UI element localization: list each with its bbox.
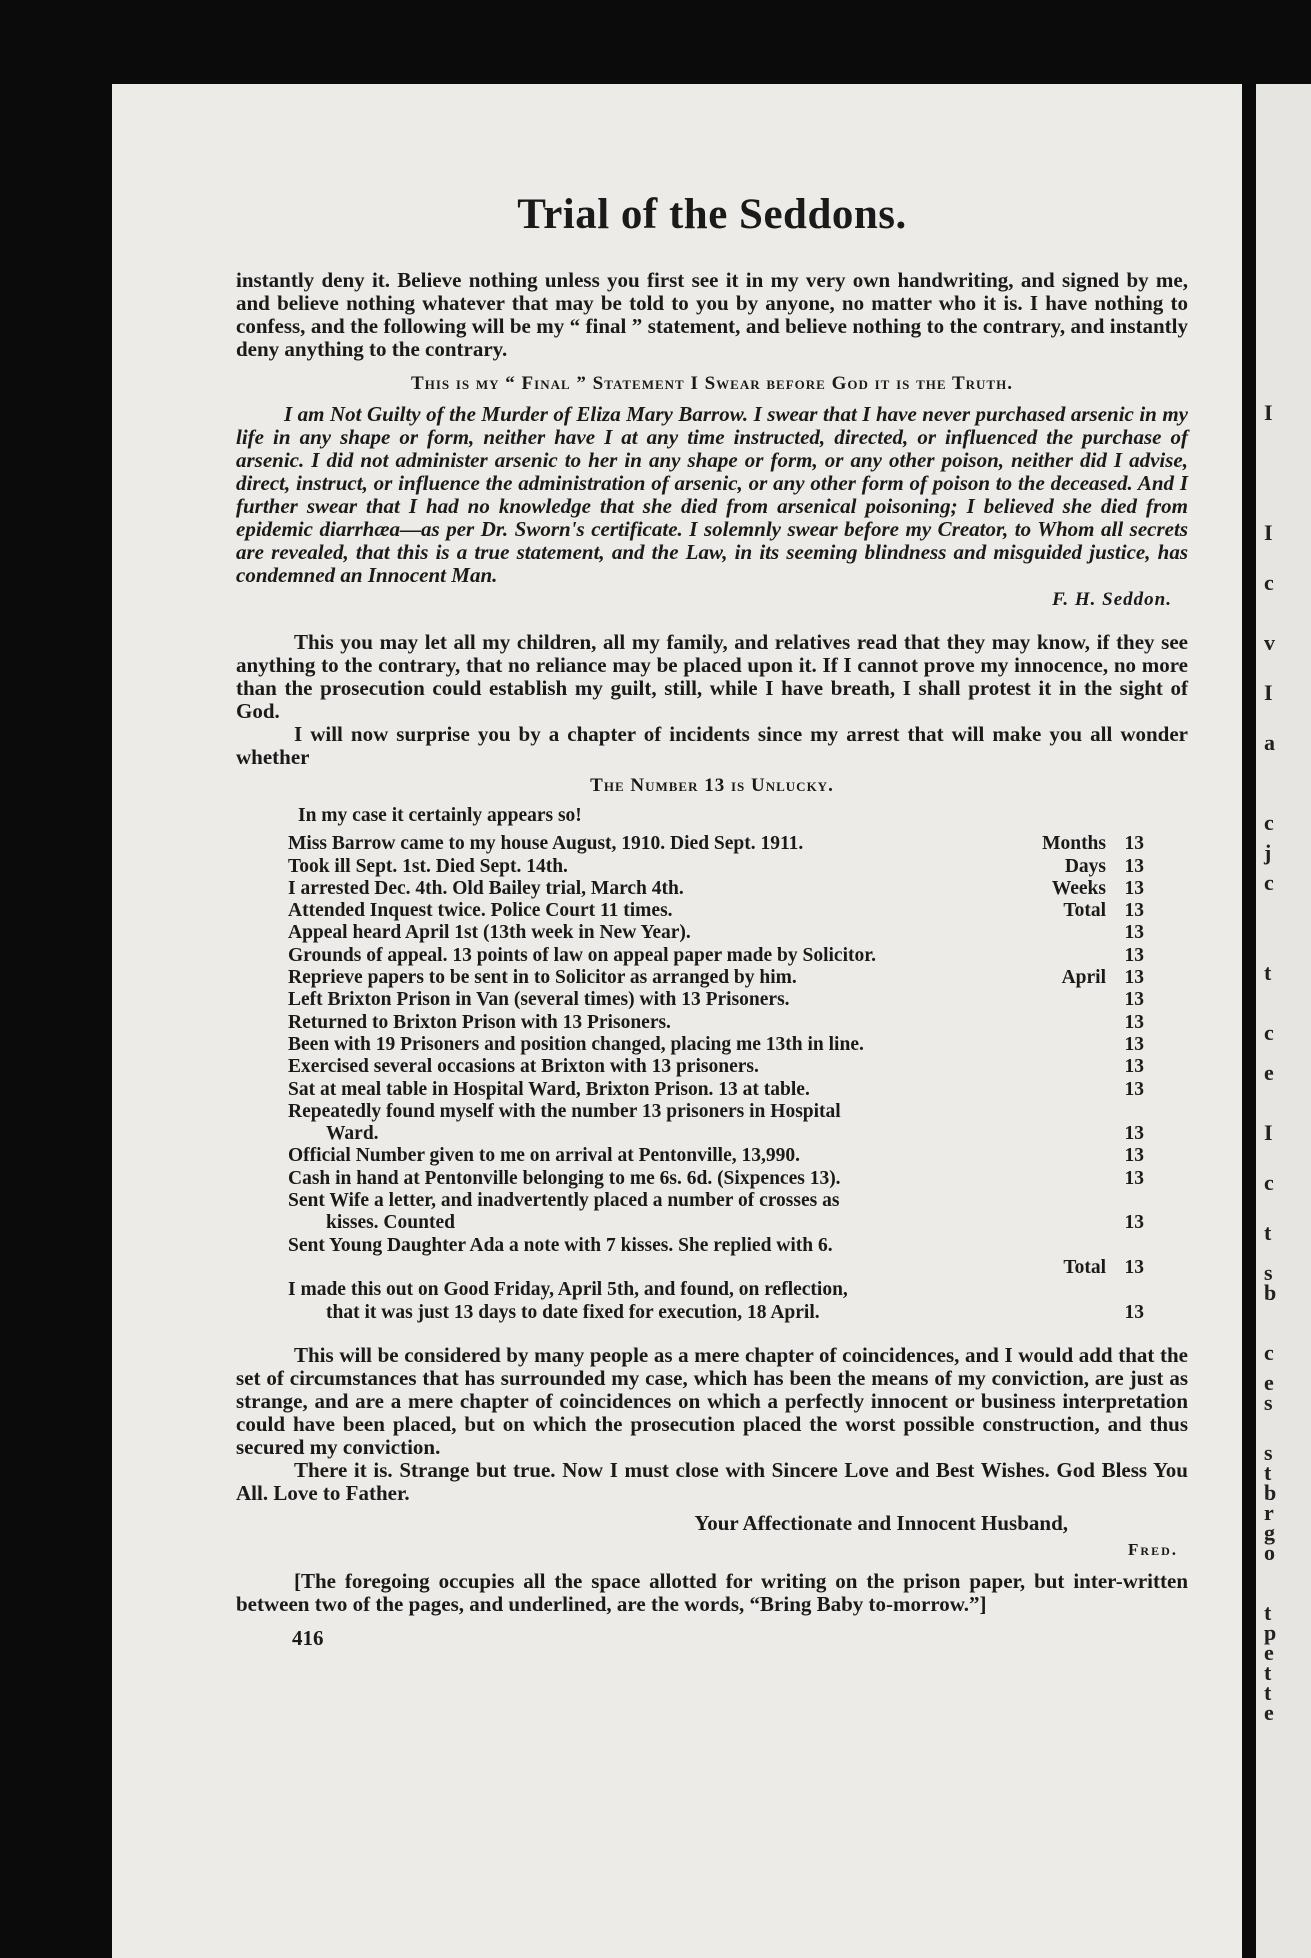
edge-letter: c [1264, 870, 1274, 895]
edge-letter: s [1264, 1390, 1273, 1415]
list-item: Exercised several occasions at Brixton with 13 prisoners. 13 [288, 1056, 1144, 1078]
list-item: kisses. Counted 13 [326, 1212, 1144, 1234]
footnote: [The foregoing occupies all the space allotted for writing on the prison paper, but inter-written between two of the pages, and underlined, are the words, “Bring Baby to-morrow.”] [236, 1568, 1188, 1616]
edge-letter: e [1264, 1640, 1274, 1665]
list-item: Reprieve papers to be sent in to Solicitor as arranged by him. April 13 [288, 967, 1144, 989]
list-item: Sent Wife a letter, and inadvertently placed a number of crosses as [288, 1190, 840, 1212]
edge-letter: s [1264, 1440, 1273, 1465]
page-number: 416 [292, 1625, 324, 1650]
closing-line: Your Affectionate and Innocent Husband, [694, 1510, 1068, 1535]
edge-letter: I [1264, 400, 1273, 425]
list-item: Returned to Brixton Prison with 13 Prisoners. 13 [288, 1011, 1144, 1033]
edge-letter: e [1264, 1370, 1274, 1395]
edge-letter: e [1264, 1700, 1274, 1725]
list-item: Appeal heard April 1st (13th week in New Year). 13 [288, 922, 1144, 944]
surprise-paragraph: I will now surprise you by a chapter of incidents since my arrest that will make you all wonder whether [236, 722, 1188, 769]
edge-letter: I [1264, 520, 1273, 545]
children-paragraph: This you may let all my children, all my family, and relatives read that they may know, if they see anything to the contrary, that no reliance may be placed upon it. If I cannot prove my innocence, no more than the prosecution could establish my guilt, still, while I have breath, I shall protest it in the sight of God. [236, 630, 1188, 723]
edge-letter: p [1264, 1620, 1277, 1645]
list-item: I arrested Dec. 4th. Old Bailey trial, March 4th. Weeks 13 [288, 877, 1144, 899]
list-item: Repeatedly found myself with the number 13 prisoners in Hospital [288, 1100, 841, 1122]
list-item: Miss Barrow came to my house August, 1910. Died Sept. 1911. Months 13 [288, 833, 1144, 855]
edge-letter: c [1264, 810, 1274, 835]
coincidence-paragraph: This will be considered by many people as a mere chapter of coincidences, and I would add that the set of circumstances that has surrounded my case, which has been the means of my conviction, are just as strange, and are a mere chapter of coincidences on which a perfectly innocent or business interpretation could have been placed, but on which the prosecution placed the worst possible construction, and thus secured my conviction. [236, 1342, 1188, 1459]
number-heading: The Number 13 is Unlucky. [590, 775, 834, 796]
strange-paragraph: There it is. Strange but true. Now I must close with Sincere Love and Best Wishes. God Bless You All. Love to Father. [236, 1457, 1188, 1505]
adjacent-page-edge [1256, 84, 1311, 1958]
edge-letter: c [1264, 570, 1274, 595]
edge-letter: g [1264, 1520, 1275, 1545]
final-statement-heading: This is my “ Final ” Statement I Swear before God it is the Truth. [411, 373, 1013, 394]
signature: F. H. Seddon. [1052, 589, 1172, 610]
closing-name: Fred. [1128, 1539, 1178, 1559]
edge-letter: b [1264, 1280, 1277, 1305]
page-content [236, 190, 1188, 1651]
list-item: Left Brixton Prison in Van (several times) with 13 Prisoners. 13 [288, 989, 1144, 1011]
edge-letter: v [1264, 630, 1275, 655]
edge-letter: s [1264, 1260, 1273, 1285]
edge-letter: t [1264, 1460, 1272, 1485]
statement-paragraph: I am Not Guilty of the Murder of Eliza Mary Barrow. I swear that I have never purchased arsenic in my life in any shape or form, neither have I at any time instructed, directed, or influenced the purchase of arsenic. I did not administer arsenic to her in any shape or form, or any other poison, neither did I advise, direct, instruct, or influence the administration of arsenic, or any other form of poison to the deceased. And I further swear that I had no knowledge that she died from arsenical poisoning; I believed she died from epidemic diarrhæa—as per Dr. Sworn's certificate. I solemnly swear before my Creator, to Whom all secrets are revealed, that this is a true statement, and the Law, in its seeming blindness and misguided justice, has condemned an Innocent Man. [236, 402, 1188, 587]
list-item: I made this out on Good Friday, April 5th, and found, on reflection, [288, 1279, 848, 1301]
edge-letter: t [1264, 1220, 1272, 1245]
list-item: Cash in hand at Pentonville belonging to me 6s. 6d. (Sixpences 13). 13 [288, 1167, 1144, 1189]
edge-letter: I [1264, 1120, 1273, 1145]
list-item: Total 13 [1063, 1256, 1144, 1278]
edge-letter: j [1264, 840, 1272, 865]
edge-letter: b [1264, 1480, 1277, 1505]
edge-letter: e [1264, 1060, 1274, 1085]
coincidence-list [288, 805, 1144, 1324]
edge-letter: c [1264, 1170, 1274, 1195]
edge-letter: t [1264, 1660, 1272, 1685]
edge-letter: o [1264, 1540, 1275, 1565]
list-item: Attended Inquest twice. Police Court 11 times. Total 13 [288, 900, 1144, 922]
case-line: In my case it certainly appears so! [298, 805, 582, 826]
edge-letter: r [1264, 1500, 1274, 1525]
edge-letter: t [1264, 1600, 1272, 1625]
edge-letter: t [1264, 960, 1272, 985]
list-item: that it was just 13 days to date fixed for execution, 18 April. 13 [326, 1301, 1144, 1323]
intro-paragraph: instantly deny it. Believe nothing unless you first see it in my very own handwriting, and signed by me, and believe nothing whatever that may be told to you by anyone, no matter who it is. I have nothing to confess, and the following will be my “ final ” statement, and believe nothing to the contrary, and instantly deny anything to the contrary. [236, 268, 1188, 361]
list-item: Ward. 13 [326, 1123, 1144, 1145]
book-gutter [1242, 84, 1256, 1958]
list-item: Grounds of appeal. 13 points of law on appeal paper made by Solicitor. 13 [288, 944, 1144, 966]
list-item: Been with 19 Prisoners and position changed, placing me 13th in line. 13 [288, 1033, 1144, 1055]
edge-letter: c [1264, 1340, 1274, 1365]
page-title: Trial of the Seddons. [517, 191, 907, 238]
edge-letter: a [1264, 730, 1275, 755]
edge-letter: c [1264, 1020, 1274, 1045]
list-item: Sat at meal table in Hospital Ward, Brixton Prison. 13 at table. 13 [288, 1078, 1144, 1100]
list-item: Official Number given to me on arrival at Pentonville, 13,990. 13 [288, 1145, 1144, 1167]
edge-letter: t [1264, 1680, 1272, 1705]
list-item: Sent Young Daughter Ada a note with 7 kisses. She replied with 6. [288, 1234, 833, 1256]
edge-letter: I [1264, 680, 1273, 705]
list-item: Took ill Sept. 1st. Died Sept. 14th. Days 13 [288, 855, 1144, 877]
